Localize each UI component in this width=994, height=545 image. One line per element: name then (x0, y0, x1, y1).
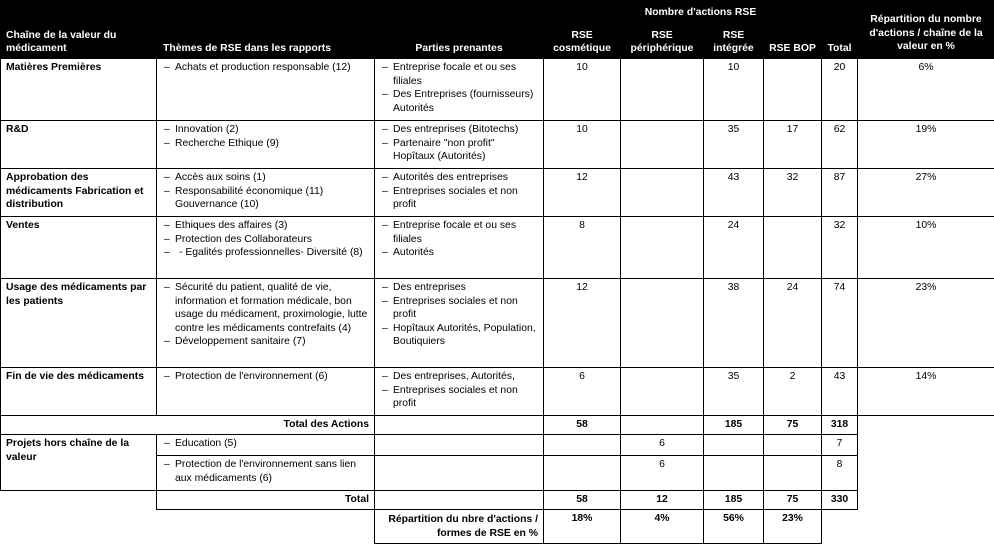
peri-cell (621, 121, 704, 169)
peri-cell (621, 169, 704, 217)
parties-cell (375, 368, 544, 416)
total-cell: 8 (822, 456, 858, 491)
theme-item: – Protection de l'environnement (6) (162, 370, 369, 384)
peri-cell: 6 (621, 456, 704, 491)
grand-total-label: Total (157, 491, 375, 510)
rep-peri-cell: 4% (621, 510, 704, 544)
grand-integ-cell: 185 (704, 491, 764, 510)
themes-cell (157, 59, 375, 121)
total-peri-cell (621, 416, 704, 435)
total-total-cell: 318 (822, 416, 858, 435)
bop-cell: 2 (764, 368, 822, 416)
rep-cosm-cell: 18% (544, 510, 621, 544)
bop-cell: 17 (764, 121, 822, 169)
total-cell: 20 (822, 59, 858, 121)
theme-item: – Sécurité du patient, qualité de vie, information et formation médicale, bon usage du médicament, proximologie, lutte contre les médicaments contrefaits (4) (162, 281, 369, 335)
themes-cell (157, 456, 375, 491)
theme-item: – Protection de l'environnement sans lien aux médicaments (6) (162, 458, 369, 485)
total-actions-row (1, 416, 994, 435)
chain-cell: Approbation des médicaments Fabrication et distribution (1, 169, 157, 217)
total-cell: 7 (822, 435, 858, 456)
peri-cell (621, 59, 704, 121)
bop-cell (764, 59, 822, 121)
total-integ-cell: 185 (704, 416, 764, 435)
cosm-cell: 10 (544, 121, 621, 169)
chain-cell: R&D (1, 121, 157, 169)
parties-cell (375, 169, 544, 217)
integ-cell: 38 (704, 279, 764, 368)
themes-cell (157, 279, 375, 368)
party-item: – Partenaire "non profit" Hopîtaux (Autorités) (380, 137, 538, 164)
header-actions-group: Nombre d'actions RSE (544, 1, 858, 26)
total-bop-cell: 75 (764, 416, 822, 435)
header-rse-bop: RSE BOP (764, 26, 822, 59)
pct-cell: 6% (858, 59, 994, 121)
total-cell: 43 (822, 368, 858, 416)
grand-total-cell: 330 (822, 491, 858, 510)
party-item: – Des entreprises (380, 281, 538, 295)
themes-cell (157, 368, 375, 416)
cosm-cell: 12 (544, 279, 621, 368)
party-item: – Entreprise focale et ou ses filiales (380, 61, 538, 88)
parties-cell (375, 121, 544, 169)
table-row (1, 217, 994, 279)
parties-cell (375, 279, 544, 368)
integ-cell: 35 (704, 121, 764, 169)
grand-peri-cell: 12 (621, 491, 704, 510)
bop-cell: 32 (764, 169, 822, 217)
header-rse-cosmetique: RSE cosmétique (544, 26, 621, 59)
header-parties: Parties prenantes (375, 1, 544, 59)
party-item: – Entreprise focale et ou ses filiales (380, 219, 538, 246)
chain-cell: Usage des médicaments par les patients (1, 279, 157, 368)
header-chain: Chaîne de la valeur du médicament (1, 1, 157, 59)
total-cell: 87 (822, 169, 858, 217)
party-item: – Autorités des entreprises (380, 171, 538, 185)
cosm-cell: 10 (544, 59, 621, 121)
party-item: – Hopîtaux Autorités, Population, Boutiquiers (380, 322, 538, 349)
party-item: – Des entreprises, Autorités, (380, 370, 538, 384)
integ-cell: 35 (704, 368, 764, 416)
theme-item: – Achats et production responsable (12) (162, 61, 369, 75)
cosm-cell: 6 (544, 368, 621, 416)
pct-cell: 19% (858, 121, 994, 169)
chain-cell: Fin de vie des médicaments (1, 368, 157, 416)
grand-bop-cell: 75 (764, 491, 822, 510)
party-item: – Des entreprises (Bitotechs) (380, 123, 538, 137)
integ-cell: 10 (704, 59, 764, 121)
theme-item: – Education (5) (162, 437, 369, 451)
theme-item: – Protection des Collaborateurs (162, 233, 369, 247)
repartition-row (1, 510, 994, 544)
total-cell: 74 (822, 279, 858, 368)
header-rse-peripherique: RSE périphérique (621, 26, 704, 59)
theme-item: – Responsabilité économique (11) Gouvernance (10) (162, 185, 369, 212)
themes-cell (157, 217, 375, 279)
bop-cell: 24 (764, 279, 822, 368)
peri-cell (621, 368, 704, 416)
table-row (1, 435, 994, 456)
peri-cell: 6 (621, 435, 704, 456)
theme-item: – - Egalités professionnelles- Diversité (8) (162, 246, 369, 260)
pct-cell: 27% (858, 169, 994, 217)
table-row (1, 59, 994, 121)
chain-cell: Matières Premières (1, 59, 157, 121)
themes-cell (157, 121, 375, 169)
grand-cosm-cell: 58 (544, 491, 621, 510)
themes-cell (157, 435, 375, 456)
header-rse-integree: RSE intégrée (704, 26, 764, 59)
repartition-label: Répartition du nbre d'actions / formes de RSE en % (375, 510, 544, 544)
theme-item: – Recherche Ethique (9) (162, 137, 369, 151)
themes-cell (157, 169, 375, 217)
total-cell: 62 (822, 121, 858, 169)
theme-item: – Développement sanitaire (7) (162, 335, 369, 349)
chain-cell: Projets hors chaîne de la valeur (1, 435, 157, 491)
bop-cell (764, 217, 822, 279)
party-item: – Autorités (380, 246, 538, 260)
total-cosm-cell: 58 (544, 416, 621, 435)
cosm-cell: 8 (544, 217, 621, 279)
pct-cell: 10% (858, 217, 994, 279)
theme-item: – Innovation (2) (162, 123, 369, 137)
parties-cell (375, 217, 544, 279)
pct-cell: 14% (858, 368, 994, 416)
rep-bop-cell: 23% (764, 510, 822, 544)
header-repartition: Répartition du nombre d'actions / chaîne de la valeur en % (858, 1, 994, 59)
table-row (1, 368, 994, 416)
header-themes: Thèmes de RSE dans les rapports (157, 1, 375, 59)
chain-cell: Ventes (1, 217, 157, 279)
pct-cell: 23% (858, 279, 994, 368)
table-row (1, 279, 994, 368)
party-item: – Entreprises sociales et non profit (380, 185, 538, 212)
party-item: – Entreprises sociales et non profit (380, 384, 538, 411)
total-actions-label: Total des Actions (1, 416, 375, 435)
party-item: – Des Entreprises (fournisseurs) Autorités (380, 88, 538, 115)
total-cell: 32 (822, 217, 858, 279)
cosm-cell: 12 (544, 169, 621, 217)
theme-item: – Ethiques des affaires (3) (162, 219, 369, 233)
rep-integ-cell: 56% (704, 510, 764, 544)
peri-cell (621, 279, 704, 368)
table-row (1, 121, 994, 169)
party-item: – Entreprises sociales et non profit (380, 295, 538, 322)
peri-cell (621, 217, 704, 279)
header-total: Total (822, 26, 858, 59)
grand-total-row (1, 491, 994, 510)
integ-cell: 24 (704, 217, 764, 279)
integ-cell: 43 (704, 169, 764, 217)
theme-item: – Accès aux soins (1) (162, 171, 369, 185)
parties-cell (375, 59, 544, 121)
table-row (1, 169, 994, 217)
